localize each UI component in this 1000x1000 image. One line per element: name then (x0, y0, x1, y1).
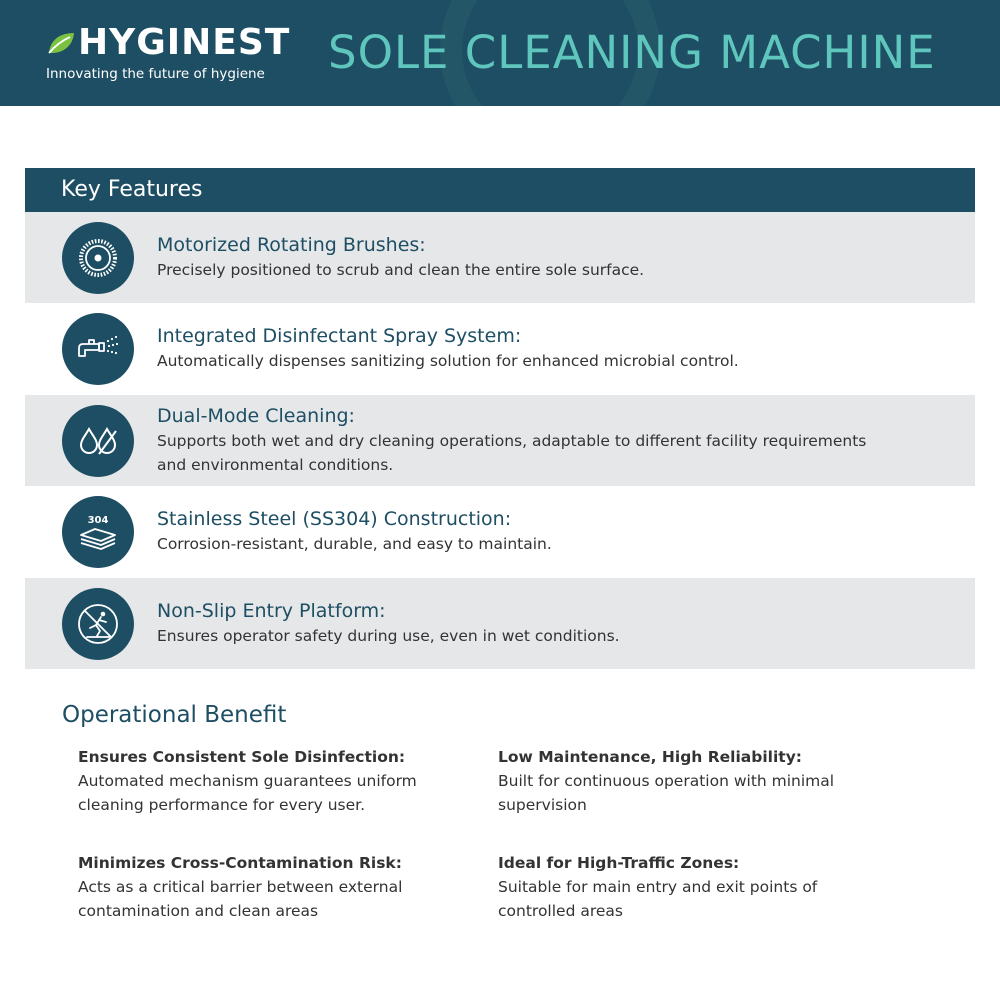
benefit-description: Acts as a critical barrier between external (78, 878, 403, 896)
benefit-description-continued: controlled areas (498, 902, 623, 920)
feature-description: Precisely positioned to scrub and clean the entire sole surface. (157, 261, 645, 279)
feature-title: Dual-Mode Cleaning: (157, 405, 355, 427)
page-title: SOLE CLEANING MACHINE (328, 26, 936, 79)
feature-row (25, 395, 975, 486)
steel-sheets-304-icon (62, 496, 134, 568)
feature-row (25, 212, 975, 303)
benefit-item (498, 745, 898, 817)
benefit-description-continued: contamination and clean areas (78, 902, 319, 920)
benefit-description-continued: cleaning performance for every user. (78, 796, 366, 814)
benefit-item (498, 851, 898, 923)
spray-nozzle-icon (62, 313, 134, 385)
logo-tagline: Innovating the future of hygiene (46, 66, 265, 82)
svg-text:304: 304 (87, 515, 109, 526)
feature-title: Motorized Rotating Brushes: (157, 234, 426, 256)
benefit-title: Ideal for High-Traffic Zones: (498, 854, 740, 872)
benefit-title: Minimizes Cross-Contamination Risk: (78, 854, 402, 872)
feature-description: Corrosion-resistant, durable, and easy to maintain. (157, 535, 552, 553)
wet-dry-drops-icon (62, 405, 134, 477)
key-features-heading: Key Features (25, 168, 975, 212)
no-slip-icon (62, 588, 134, 660)
feature-title: Stainless Steel (SS304) Construction: (157, 508, 512, 530)
brand-logo (46, 24, 290, 82)
feature-description: Ensures operator safety during use, even in wet conditions. (157, 627, 620, 645)
benefit-title: Low Maintenance, High Reliability: (498, 748, 802, 766)
benefit-description: Built for continuous operation with minimal (498, 772, 835, 790)
feature-title: Non-Slip Entry Platform: (157, 600, 386, 622)
logo-wordmark (46, 24, 290, 62)
benefit-item (78, 851, 478, 923)
benefit-title: Ensures Consistent Sole Disinfection: (78, 748, 406, 766)
feature-description: Supports both wet and dry cleaning operations, adaptable to different facility requirements (157, 432, 867, 450)
feature-description: Automatically dispenses sanitizing solution for enhanced microbial control. (157, 352, 739, 370)
benefit-description: Suitable for main entry and exit points of (498, 878, 818, 896)
rotating-brush-icon (62, 222, 134, 294)
feature-row (25, 578, 975, 669)
header-banner (0, 0, 1000, 106)
leaf-icon (46, 28, 76, 58)
operational-benefit-heading: Operational Benefit (62, 702, 287, 728)
benefit-description: Automated mechanism guarantees uniform (78, 772, 417, 790)
feature-row (25, 303, 975, 395)
benefit-item (78, 745, 478, 817)
benefit-description-continued: supervision (498, 796, 587, 814)
feature-title: Integrated Disinfectant Spray System: (157, 325, 522, 347)
logo-text: HYGINEST (78, 22, 291, 63)
feature-description-continued: and environmental conditions. (157, 456, 394, 474)
feature-row (25, 486, 975, 578)
